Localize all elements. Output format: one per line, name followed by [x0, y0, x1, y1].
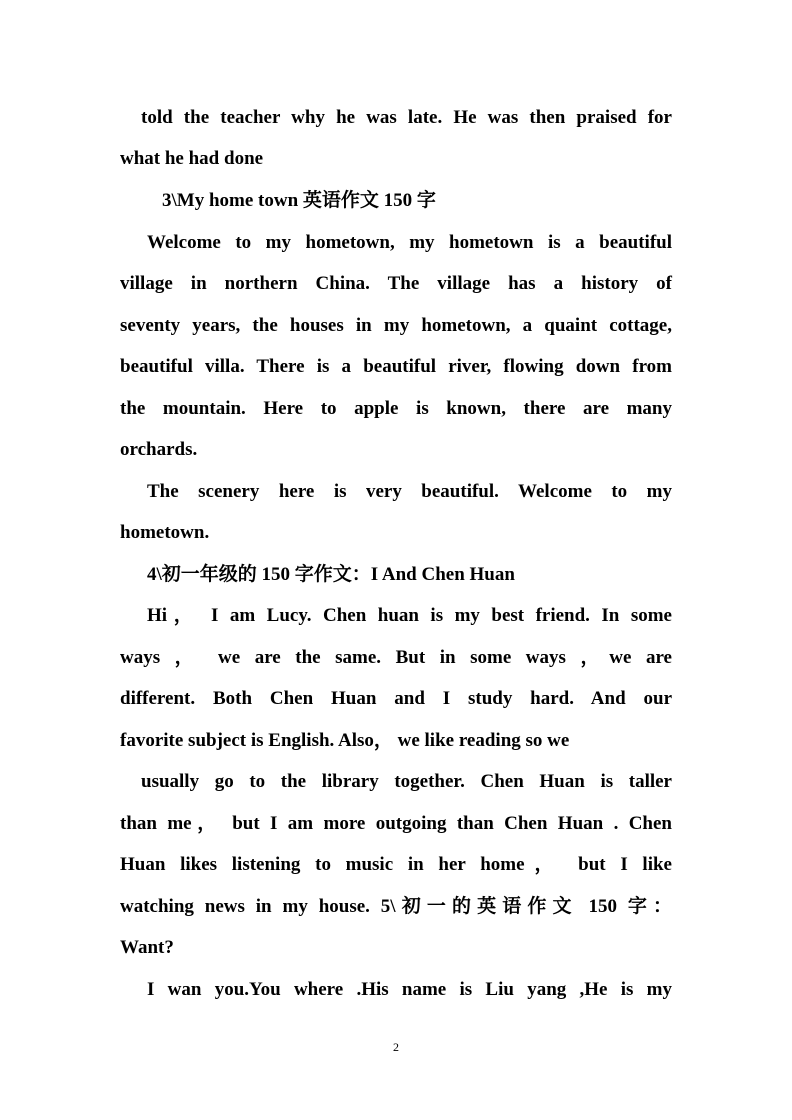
section-heading: 4\初一年级的 150 字作文：I And Chen Huan — [147, 564, 515, 585]
text-line: seventy years, the houses in my hometown, a quaint cottage, — [120, 315, 672, 336]
text-line: watching news in my house. 5\初一的英语作文 150 字： — [120, 896, 672, 917]
text-line: hometown. — [120, 522, 210, 543]
text-line: village in northern China. The village has a history of — [120, 273, 672, 294]
text-line: the mountain. Here to apple is known, there are many — [120, 398, 672, 419]
text-line: different. Both Chen Huan and I study hard. And our — [120, 688, 672, 709]
text-line: beautiful villa. There is a beautiful river, flowing down from — [120, 356, 672, 377]
text-line: favorite subject is English. Also， we like reading so we — [120, 730, 570, 751]
text-line: ways ， we are the same. But in some ways ，we are — [120, 647, 672, 668]
text-line: Hi， I am Lucy. Chen huan is my best friend. In some — [147, 605, 672, 626]
text-line: usually go to the library together. Chen Huan is taller — [141, 771, 672, 792]
text-line: I wan you.You where .His name is Liu yang ,He is my — [147, 979, 672, 1000]
text-line: told the teacher why he was late. He was then praised for — [141, 107, 672, 128]
page-number: 2 — [393, 1040, 399, 1054]
text-line: what he had done — [120, 148, 264, 169]
text-line: Want? — [120, 937, 174, 958]
text-line: Welcome to my hometown, my hometown is a beautiful — [147, 232, 672, 253]
text-line: than me， but I am more outgoing than Chen Huan . Chen — [120, 813, 672, 834]
text-line: orchards. — [120, 439, 198, 460]
text-line: Huan likes listening to music in her home， but I like — [120, 854, 672, 875]
section-heading: 3\My home town 英语作文 150 字 — [162, 190, 436, 211]
text-line: The scenery here is very beautiful. Welcome to my — [147, 481, 672, 502]
